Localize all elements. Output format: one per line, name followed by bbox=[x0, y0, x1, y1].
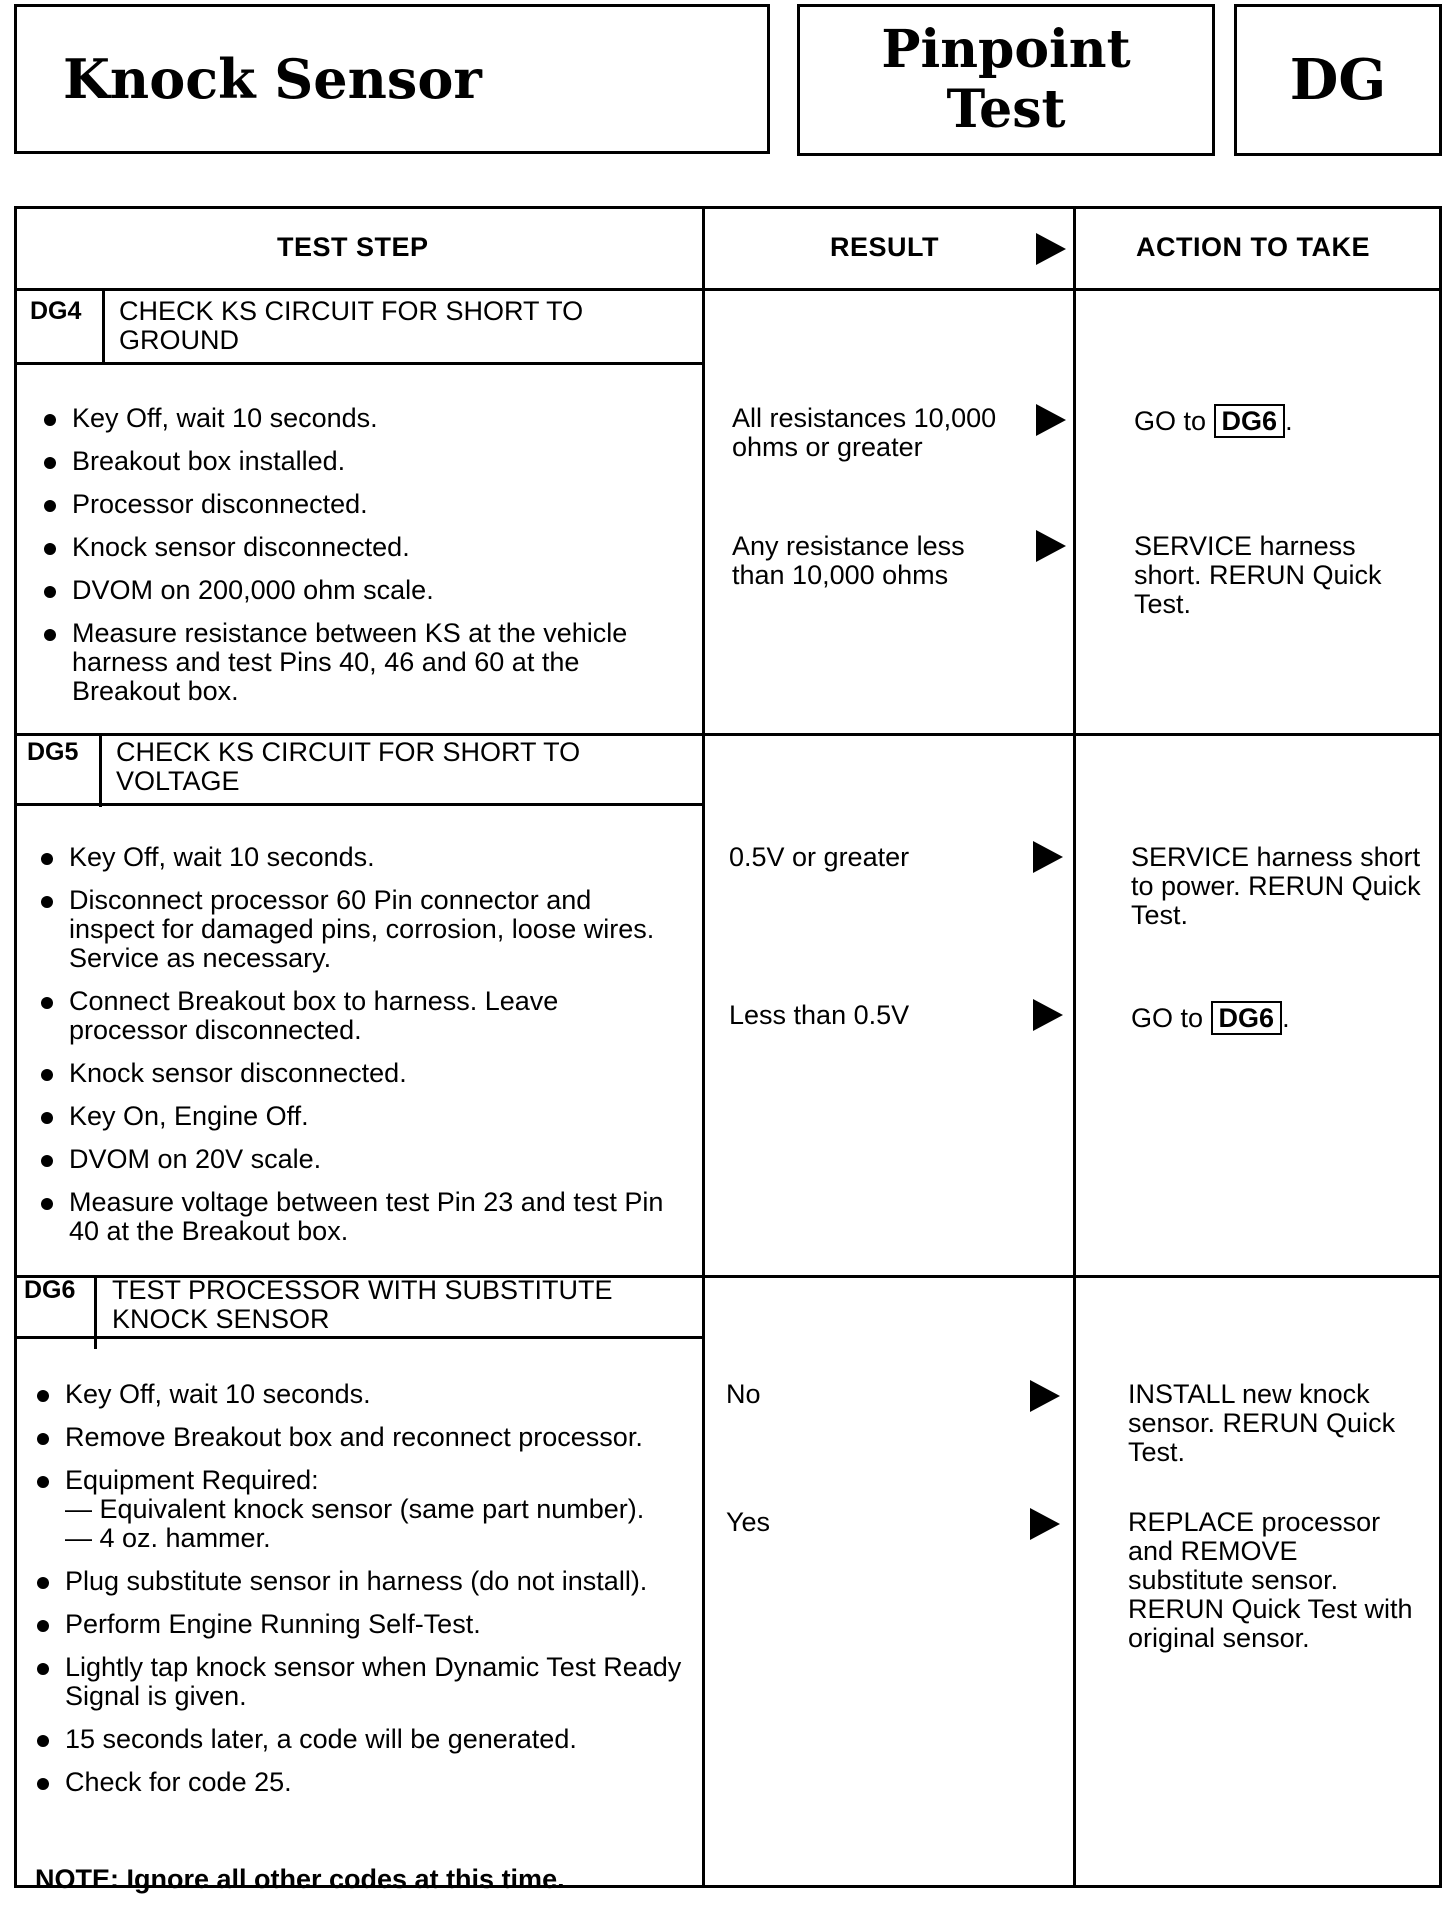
list-item: Remove Breakout box and reconnect processor. bbox=[33, 1423, 683, 1452]
column-divider-2 bbox=[1073, 206, 1076, 1888]
list-item: 15 seconds later, a code will be generated. bbox=[33, 1725, 683, 1754]
result-arrow-icon bbox=[1033, 999, 1063, 1031]
action-prefix: GO to bbox=[1134, 406, 1207, 436]
list-item: Disconnect processor 60 Pin connector and inspect for damaged pins, corrosion, loose wires. Service as necessary. bbox=[37, 886, 677, 973]
action-text: REPLACE processor and REMOVE substitute sensor. RERUN Quick Test with original sensor. bbox=[1128, 1507, 1413, 1653]
action-text bbox=[1134, 404, 1424, 438]
step-title-dg6: TEST PROCESSOR WITH SUBSTITUTE KNOCK SENSOR bbox=[112, 1275, 613, 1334]
column-header-result: RESULT bbox=[830, 232, 939, 262]
column-header-action: ACTION TO TAKE bbox=[1136, 232, 1370, 262]
test-type-text: Pinpoint Test bbox=[881, 19, 1131, 140]
column-divider-1 bbox=[702, 206, 705, 1888]
step-title-dg4: CHECK KS CIRCUIT FOR SHORT TO GROUND bbox=[119, 296, 584, 355]
step-id-dg6: DG6 bbox=[24, 1276, 76, 1304]
action-text bbox=[1131, 1001, 1421, 1035]
step-id-dg5: DG5 bbox=[27, 738, 79, 766]
equipment-item: — 4 oz. hammer. bbox=[65, 1523, 271, 1553]
list-item bbox=[33, 1466, 683, 1553]
list-item: Perform Engine Running Self-Test. bbox=[33, 1610, 683, 1639]
step-id-dg4: DG4 bbox=[30, 297, 82, 325]
step-title-underline bbox=[14, 803, 702, 806]
result-arrow-icon bbox=[1036, 404, 1066, 436]
step-instructions-dg5 bbox=[37, 843, 677, 1246]
column-header-test-step: TEST STEP bbox=[277, 232, 429, 262]
result-arrow-icon bbox=[1036, 233, 1066, 265]
step-instructions-dg6 bbox=[33, 1380, 683, 1797]
step-instructions-dg4 bbox=[40, 404, 680, 706]
list-item: Plug substitute sensor in harness (do not install). bbox=[33, 1567, 683, 1596]
list-item: Knock sensor disconnected. bbox=[37, 1059, 677, 1088]
list-item: DVOM on 200,000 ohm scale. bbox=[40, 576, 680, 605]
action-text: SERVICE harness short to power. RERUN Quick Test. bbox=[1131, 842, 1421, 930]
list-item: Measure voltage between test Pin 23 and test Pin 40 at the Breakout box. bbox=[37, 1188, 677, 1246]
equipment-label: Equipment Required: bbox=[65, 1465, 319, 1495]
list-item: Knock sensor disconnected. bbox=[40, 533, 680, 562]
header-divider bbox=[14, 288, 1442, 291]
list-item: Key Off, wait 10 seconds. bbox=[33, 1380, 683, 1409]
page-title: Knock Sensor bbox=[14, 4, 770, 154]
list-item: Lightly tap knock sensor when Dynamic Test Ready Signal is given. bbox=[33, 1653, 683, 1711]
list-item: Breakout box installed. bbox=[40, 447, 680, 476]
step-note: NOTE: Ignore all other codes at this time. bbox=[35, 1864, 565, 1894]
action-text: INSTALL new knock sensor. RERUN Quick Test. bbox=[1128, 1379, 1396, 1467]
step-title-dg5: CHECK KS CIRCUIT FOR SHORT TO VOLTAGE bbox=[116, 737, 581, 796]
action-text: SERVICE harness short. RERUN Quick Test. bbox=[1134, 531, 1382, 619]
step-id-divider bbox=[102, 290, 105, 364]
list-item: DVOM on 20V scale. bbox=[37, 1145, 677, 1174]
equipment-item: — Equivalent knock sensor (same part number). bbox=[65, 1494, 645, 1524]
list-item: Measure resistance between KS at the vehicle harness and test Pins 40, 46 and 60 at the Breakout box. bbox=[40, 619, 680, 706]
list-item: Connect Breakout box to harness. Leave processor disconnected. bbox=[37, 987, 677, 1045]
list-item: Key On, Engine Off. bbox=[37, 1102, 677, 1131]
list-item: Processor disconnected. bbox=[40, 490, 680, 519]
result-arrow-icon bbox=[1030, 1380, 1060, 1412]
step-title-underline bbox=[14, 362, 702, 365]
result-text: 0.5V or greater bbox=[729, 842, 910, 872]
action-prefix: GO to bbox=[1131, 1003, 1204, 1033]
result-text: No bbox=[726, 1379, 761, 1409]
list-item: Key Off, wait 10 seconds. bbox=[37, 843, 677, 872]
action-suffix: . bbox=[1282, 1003, 1290, 1033]
test-type-label bbox=[797, 4, 1215, 156]
action-suffix: . bbox=[1285, 406, 1293, 436]
result-text: Any resistance less than 10,000 ohms bbox=[732, 531, 965, 590]
result-text: Less than 0.5V bbox=[729, 1000, 910, 1030]
result-text: Yes bbox=[726, 1507, 771, 1537]
step-title-underline bbox=[14, 1336, 702, 1339]
test-code-label: DG bbox=[1234, 4, 1442, 156]
result-text: All resistances 10,000 ohms or greater bbox=[732, 403, 997, 462]
result-arrow-icon bbox=[1033, 841, 1063, 873]
list-item: Key Off, wait 10 seconds. bbox=[40, 404, 680, 433]
step-reference: DG6 bbox=[1214, 404, 1286, 438]
list-item: Check for code 25. bbox=[33, 1768, 683, 1797]
result-arrow-icon bbox=[1030, 1508, 1060, 1540]
result-arrow-icon bbox=[1036, 530, 1066, 562]
step-reference: DG6 bbox=[1211, 1001, 1283, 1035]
step-divider-dg5 bbox=[14, 733, 1442, 736]
step-id-divider bbox=[99, 735, 102, 807]
